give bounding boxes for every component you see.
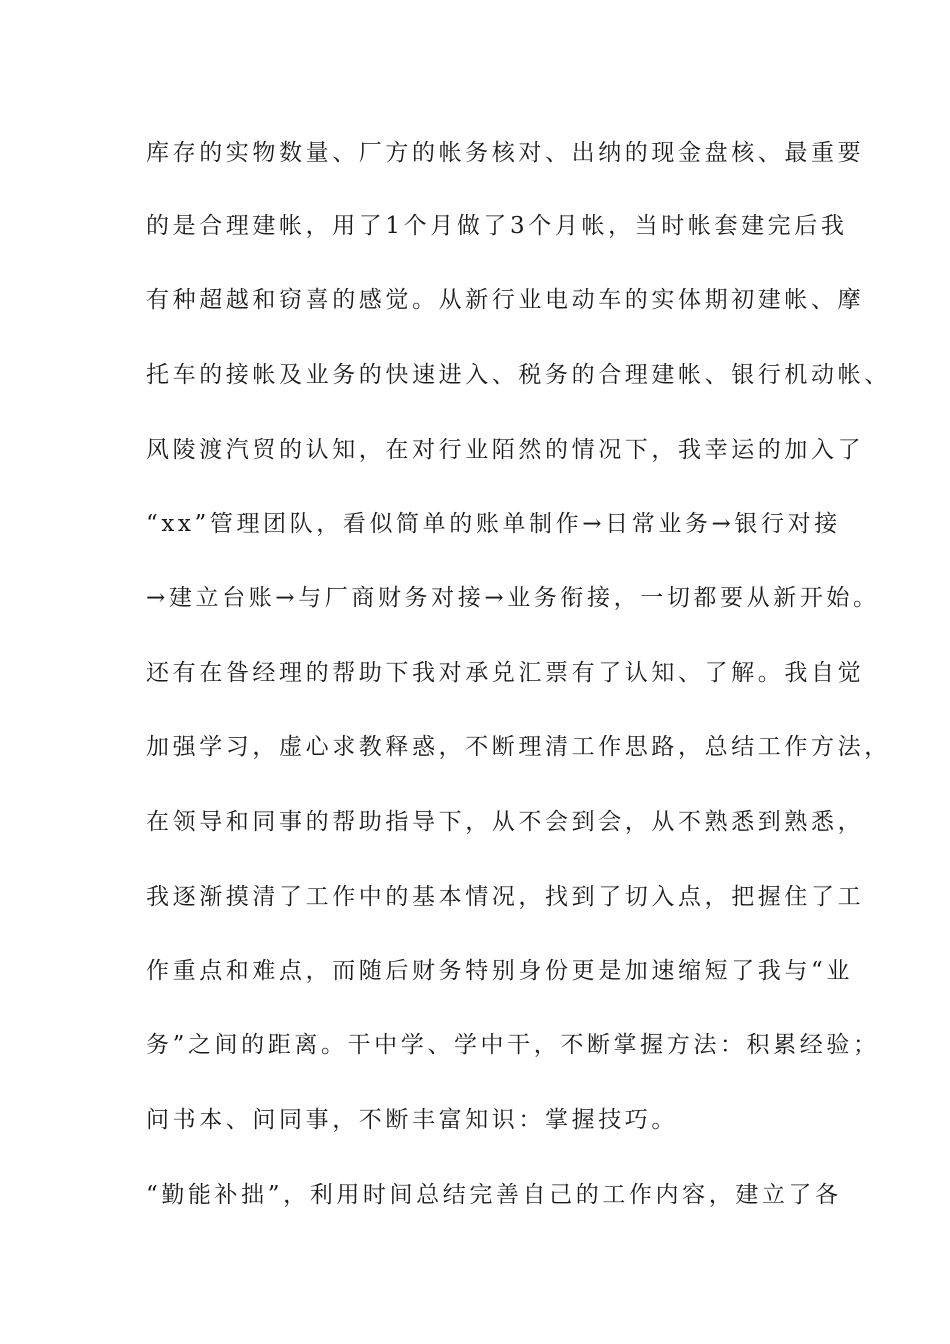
text-line: 有种超越和窃喜的感觉。从新行业电动车的实体期初建帐、摩 [146,287,865,313]
text-line: 我逐渐摸清了工作中的基本情况，找到了切入点，把握住了工 [146,884,865,910]
text-line: 作重点和难点，而随后财务特别身份更是加速缩短了我与“业 [146,958,853,984]
text-line: 在领导和同事的帮助指导下，从不会到会，从不熟悉到熟悉， [146,809,865,835]
text-line: “xx”管理团队，看似简单的账单制作→日常业务→银行对接 [146,511,841,537]
text-line: 托车的接帐及业务的快速进入、税务的合理建帐、银行机动帐、 [146,362,891,388]
text-line: 问书本、问同事，不断丰富知识：掌握技巧。 [146,1107,678,1133]
text-line: 还有在昝经理的帮助下我对承兑汇票有了认知、了解。我自觉 [146,660,865,686]
text-line: →建立台账→与厂商财务对接→业务衔接，一切都要从新开始。 [146,585,880,611]
text-line: 风陵渡汽贸的认知，在对行业陌然的情况下，我幸运的加入了 [146,437,865,463]
text-line: 的是合理建帐，用了1个月做了3个月帐，当时帐套建完后我 [146,213,848,239]
text-line: 库存的实物数量、厂方的帐务核对、出纳的现金盘核、最重要 [146,140,865,166]
text-line: 务”之间的距离。干中学、学中干，不断掌握方法：积累经验； [146,1032,880,1058]
text-line: “勤能补拙”，利用时间总结完善自己的工作内容，建立了各 [146,1182,842,1208]
text-line: 加强学习，虚心求教释惑，不断理清工作思路，总结工作方法， [146,734,891,760]
